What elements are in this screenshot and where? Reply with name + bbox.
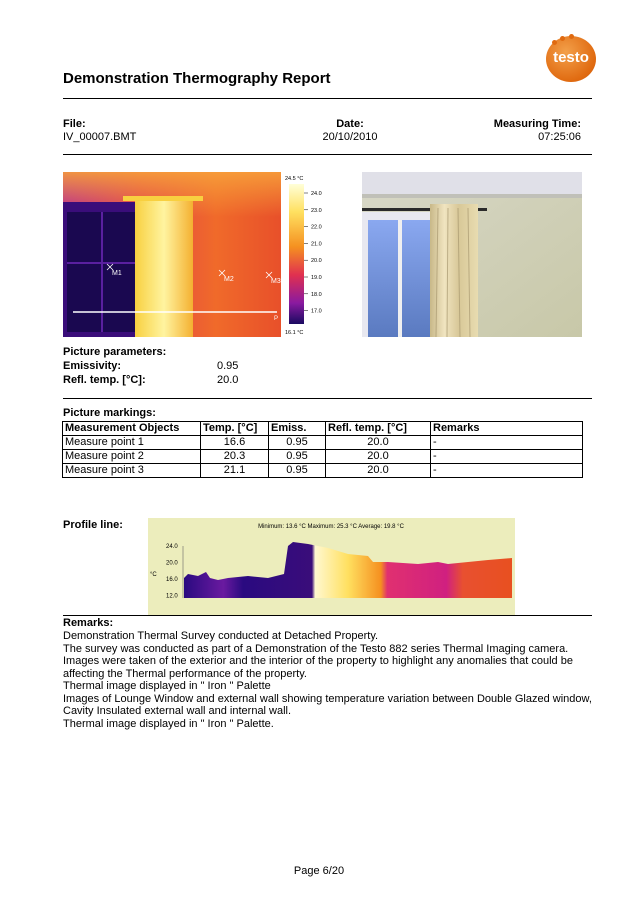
- scale-tick-label: 20.0: [311, 258, 322, 265]
- profile-tick-label: 16.0: [166, 577, 178, 583]
- measuring-time-label: Measuring Time:: [493, 118, 581, 130]
- testo-logo: [546, 36, 596, 82]
- remarks-line: The survey was conducted as part of a Demonstration of the Testo 882 series Thermal Imaging camera.: [63, 642, 569, 655]
- table-cell: -: [431, 450, 583, 464]
- scale-ticks: [304, 191, 322, 315]
- table-row: [63, 436, 583, 450]
- column-header: Temp. [°C]: [201, 422, 269, 436]
- picture-parameters-heading: Picture parameters:: [63, 346, 167, 358]
- marker-m3: M3: [271, 278, 281, 285]
- scale-tick-label: 23.0: [311, 207, 322, 214]
- refl-temp-value: 20.0: [217, 374, 239, 386]
- table-cell: 0.95: [269, 436, 326, 450]
- file-label: File:: [63, 118, 86, 130]
- profile-unit: °C: [150, 572, 157, 578]
- table-row: [63, 450, 583, 464]
- logo-dot: [560, 36, 565, 41]
- profile-tick-label: 12.0: [166, 593, 178, 600]
- refl-temp-label: Refl. temp. [°C]:: [63, 374, 146, 386]
- scale-tick-label: 19.0: [311, 275, 322, 281]
- scale-tick-label: 22.0: [311, 224, 322, 231]
- remarks-line: Thermal image displayed in " Iron " Palette: [63, 680, 271, 692]
- room-photo: [362, 172, 582, 337]
- column-header: Remarks: [431, 422, 583, 436]
- scale-tick-label: 21.0: [311, 241, 322, 248]
- profile-tick-label: 20.0: [166, 560, 178, 567]
- date-value: 20/10/2010: [322, 131, 378, 143]
- remarks-line: Images were taken of the exterior and the interior of the property to highlight any anomalies that could be: [63, 655, 573, 667]
- date-label: Date:: [336, 118, 364, 130]
- profile-line-label: Profile line:: [63, 519, 123, 531]
- meta-rule: [63, 154, 592, 155]
- scale-tick-label: 17.0: [311, 308, 322, 315]
- logo-dot: [569, 34, 574, 39]
- markings-table: [62, 421, 583, 478]
- measuring-time-value: 07:25:06: [538, 131, 581, 143]
- picture-markings-heading: Picture markings:: [63, 407, 156, 419]
- logo-text: testo: [553, 49, 589, 66]
- profile-chart: [148, 518, 515, 615]
- column-header: Refl. temp. [°C]: [326, 422, 431, 436]
- profile-summary: Minimum: 13.6 °C Maximum: 25.3 °C Average: 19.8 °C: [258, 524, 404, 530]
- column-header: Emiss.: [269, 422, 326, 436]
- remarks-heading: Remarks:: [63, 617, 114, 629]
- file-value: IV_00007.BMT: [63, 131, 137, 143]
- remarks-line: Demonstration Thermal Survey conducted at Detached Property.: [63, 630, 379, 642]
- table-cell: Measure point 3: [63, 464, 201, 478]
- marker-m1: M1: [112, 270, 122, 277]
- remarks-line: Thermal image displayed in " Iron " Palette.: [63, 717, 274, 730]
- thermal-image: [63, 172, 281, 337]
- table-cell: 21.1: [201, 464, 269, 478]
- logo-dot: [552, 40, 557, 45]
- table-cell: -: [431, 436, 583, 450]
- column-header: Measurement Objects: [63, 422, 201, 436]
- profile-rule: [63, 615, 592, 616]
- remarks-line: Cavity Insulated external wall and internal wall.: [63, 705, 292, 717]
- table-cell: Measure point 2: [63, 450, 201, 464]
- page-number: Page 6/20: [293, 865, 345, 877]
- table-cell: Measure point 1: [63, 436, 201, 450]
- table-header-row: [63, 422, 583, 436]
- table-cell: 20.0: [326, 436, 431, 450]
- profile-marker: P: [274, 316, 279, 322]
- scale-tick-label: 18.0: [311, 291, 322, 298]
- report-title: Demonstration Thermography Report: [63, 70, 331, 87]
- emissivity-value: 0.95: [217, 360, 239, 372]
- table-cell: 16.6: [201, 436, 269, 450]
- table-cell: 0.95: [269, 450, 326, 464]
- color-scale: [283, 172, 345, 337]
- title-rule: [63, 98, 592, 99]
- remarks-line: affecting the Thermal performance of the property.: [63, 667, 307, 680]
- remarks-body: [63, 630, 603, 730]
- parameters-rule: [63, 398, 592, 399]
- table-cell: 0.95: [269, 464, 326, 478]
- table-cell: 20.3: [201, 450, 269, 464]
- scale-min: 16.1 °C: [285, 330, 304, 336]
- table-cell: -: [431, 464, 583, 478]
- table-row: [63, 464, 583, 478]
- remarks-line: Images of Lounge Window and external wall showing temperature variation between Double Glazed window,: [63, 692, 592, 705]
- scale-tick-label: 24.0: [311, 191, 322, 197]
- profile-tick-label: 24.0: [166, 544, 178, 550]
- table-cell: 20.0: [326, 464, 431, 478]
- scale-max: 24.5 °C: [285, 176, 304, 182]
- emissivity-label: Emissivity:: [63, 360, 122, 372]
- table-cell: 20.0: [326, 450, 431, 464]
- marker-m2: M2: [224, 276, 234, 283]
